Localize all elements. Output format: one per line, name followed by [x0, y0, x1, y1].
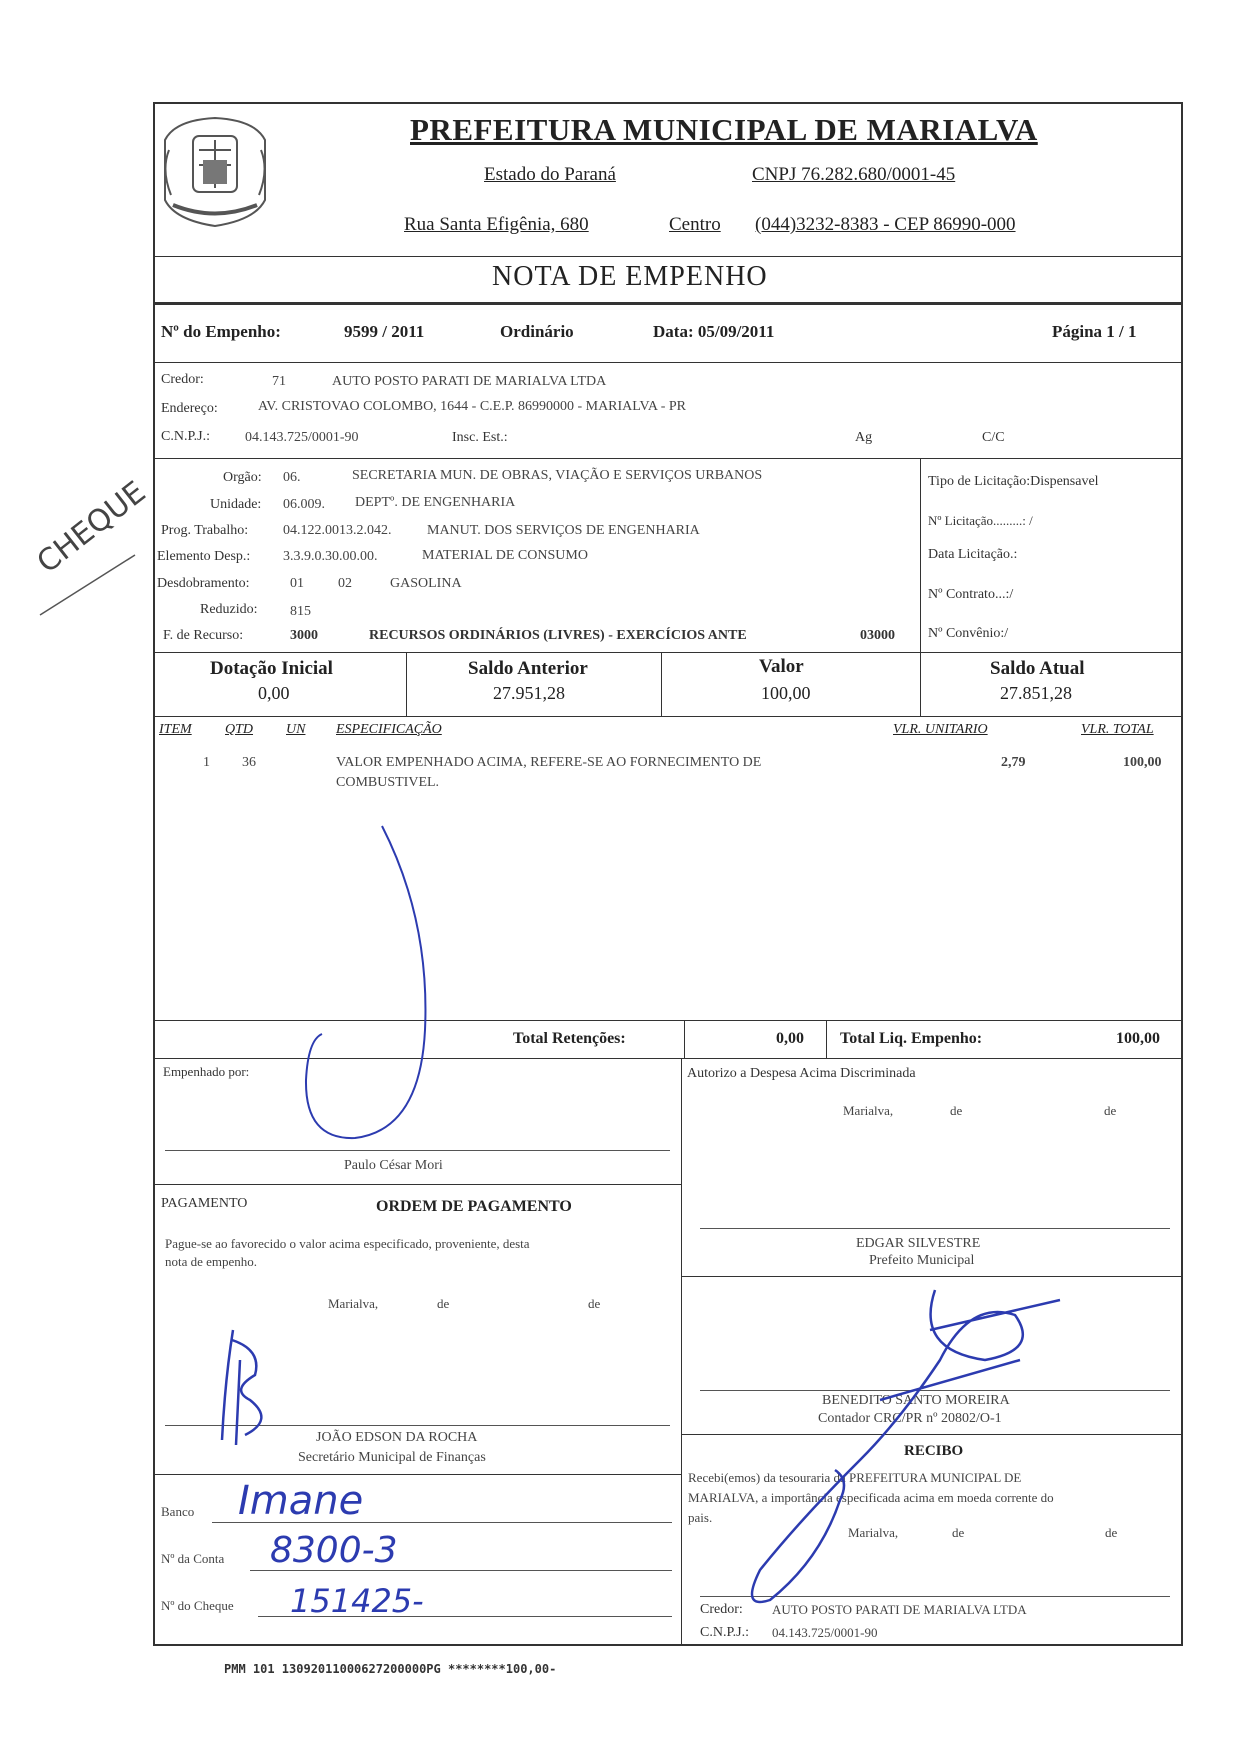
ordem-pagamento-title: ORDEM DE PAGAMENTO: [376, 1198, 572, 1215]
retencoes-value: 0,00: [776, 1030, 804, 1047]
contador-name: BENEDITO SANTO MOREIRA: [822, 1393, 1010, 1408]
cc-label: C/C: [982, 430, 1005, 445]
col-header-unit: VLR. UNITARIO: [893, 722, 988, 737]
desdobramento-a: 01: [290, 576, 304, 591]
valor-label: Valor: [759, 656, 804, 677]
orgao-desc: SECRETARIA MUN. DE OBRAS, VIAÇÃO E SERVIÇOS URBANOS: [352, 468, 763, 483]
header-title: PREFEITURA MUNICIPAL DE MARIALVA: [410, 112, 1038, 147]
recibo-text-2: MARIALVA, a importância especificada acima em moeda corrente do: [688, 1490, 1054, 1505]
pagamento-place: Marialva,: [328, 1296, 379, 1311]
licitacao-data: Data Licitação.:: [928, 547, 1018, 562]
col-header-item: ITEM: [159, 722, 192, 737]
margin-handwritten-note: CHEQUE: [30, 474, 153, 581]
col-header-total: VLR. TOTAL: [1081, 722, 1154, 737]
autorizo-title: Autorizo a Despesa Acima Discriminada: [687, 1066, 916, 1081]
recurso-desc: RECURSOS ORDINÁRIOS (LIVRES) - EXERCÍCIOS ANTE: [369, 628, 747, 643]
header-street: Rua Santa Efigênia, 680: [404, 214, 589, 235]
prefeito-signature: [0, 0, 1, 1]
pagamento-text-1: Pague-se ao favorecido o valor acima especificado, proveniente, desta: [165, 1236, 530, 1251]
desdobramento-b: 02: [338, 576, 352, 591]
row-item: 1: [203, 755, 210, 770]
credor-label: Credor:: [161, 372, 204, 387]
coat-of-arms-logo: [155, 110, 275, 230]
credor-cnpj: 04.143.725/0001-90: [245, 430, 359, 445]
conta-handwritten: 8300-3: [270, 1530, 398, 1571]
row-total: 100,00: [1123, 755, 1162, 770]
licitacao-contrato: Nº Contrato...:/: [928, 587, 1014, 602]
insc-est-label: Insc. Est.:: [452, 430, 508, 445]
contador-role: Contador CRC/PR nº 20802/O-1: [818, 1411, 1002, 1426]
liq-empenho-value: 100,00: [1116, 1030, 1160, 1047]
credor-name: AUTO POSTO PARATI DE MARIALVA LTDA: [332, 374, 607, 389]
unidade-label: Unidade:: [210, 497, 262, 512]
row-espec-1: VALOR EMPENHADO ACIMA, REFERE-SE AO FORNECIMENTO DE: [336, 755, 762, 770]
prefeito-role: Prefeito Municipal: [869, 1253, 975, 1268]
footer-code: PMM 101 13092011000627200000PG ********100,00-: [224, 1662, 557, 1676]
retencoes-label: Total Retenções:: [513, 1030, 626, 1047]
pagamento-signer-role: Secretário Municipal de Finanças: [298, 1450, 486, 1465]
saldo-atual-label: Saldo Atual: [990, 658, 1085, 679]
col-header-qtd: QTD: [225, 722, 254, 737]
empenho-page: Página 1 / 1: [1052, 322, 1137, 341]
cnpj-label: C.N.P.J.:: [161, 429, 211, 444]
prog-label: Prog. Trabalho:: [161, 523, 249, 538]
licitacao-tipo: Tipo de Licitação:Dispensavel: [928, 474, 1099, 489]
saldo-anterior-value: 27.951,28: [493, 683, 565, 703]
recibo-credor: AUTO POSTO PARATI DE MARIALVA LTDA: [772, 1602, 1027, 1617]
credor-code: 71: [272, 374, 286, 389]
dotacao-value: 0,00: [258, 683, 290, 703]
row-unit: 2,79: [1001, 755, 1026, 770]
recibo-text-3: pais.: [688, 1510, 713, 1525]
pagamento-signer-name: JOÃO EDSON DA ROCHA: [316, 1430, 478, 1445]
liq-empenho-label: Total Liq. Empenho:: [840, 1030, 983, 1047]
header-phone-cep: (044)3232-8383 - CEP 86990-000: [755, 214, 1016, 235]
licitacao-numero: Nº Licitação.........: /: [928, 513, 1033, 528]
valor-value: 100,00: [761, 683, 811, 703]
recibo-text-1: Recebi(emos) da tesouraria da PREFEITURA MUNICIPAL DE: [688, 1470, 1022, 1485]
banco-handwritten: Imane: [238, 1478, 364, 1524]
empenhado-name: Paulo César Mori: [344, 1158, 443, 1173]
empenho-number: 9599 / 2011: [344, 322, 425, 341]
document-title: NOTA DE EMPENHO: [492, 261, 768, 292]
pagamento-label: PAGAMENTO: [161, 1196, 248, 1211]
unidade-desc: DEPTº. DE ENGENHARIA: [355, 495, 516, 510]
cheque-handwritten: 151425-: [290, 1582, 424, 1620]
reduzido-value: 815: [290, 604, 311, 619]
col-header-un: UN: [286, 722, 306, 737]
prog-desc: MANUT. DOS SERVIÇOS DE ENGENHARIA: [427, 523, 700, 538]
unidade-value: 06.009.: [283, 497, 325, 512]
header-state: Estado do Paraná: [484, 164, 616, 185]
recurso-value: 3000: [290, 628, 318, 643]
recibo-cnpj-label: C.N.P.J.:: [700, 1625, 750, 1640]
licitacao-convenio: Nº Convênio:/: [928, 626, 1009, 641]
elemento-value: 3.3.9.0.30.00.00.: [283, 549, 378, 564]
row-espec-2: COMBUSTIVEL.: [336, 775, 440, 790]
cheque-label: Nº do Cheque: [161, 1598, 234, 1613]
dotacao-label: Dotação Inicial: [210, 658, 333, 679]
pagamento-text-2: nota de empenho.: [165, 1254, 258, 1269]
empenho-date: Data: 05/09/2011: [653, 322, 775, 341]
recibo-place: Marialva,: [848, 1525, 899, 1540]
recibo-credor-label: Credor:: [700, 1602, 743, 1617]
desdobramento-label: Desdobramento:: [157, 576, 250, 591]
recibo-title: RECIBO: [904, 1443, 964, 1459]
ag-label: Ag: [855, 430, 873, 445]
address-label: Endereço:: [161, 401, 218, 416]
prog-value: 04.122.0013.2.042.: [283, 523, 392, 538]
recibo-de-2: de: [1105, 1525, 1118, 1540]
pagamento-de-2: de: [588, 1296, 601, 1311]
desdobramento-desc: GASOLINA: [390, 576, 462, 591]
row-qtd: 36: [242, 755, 256, 770]
header-district: Centro: [669, 214, 721, 235]
orgao-value: 06.: [283, 470, 301, 485]
saldo-anterior-label: Saldo Anterior: [468, 658, 588, 679]
autorizo-place: Marialva,: [843, 1103, 894, 1118]
banco-label: Banco: [161, 1504, 195, 1519]
recurso-label: F. de Recurso:: [163, 628, 244, 643]
elemento-desc: MATERIAL DE CONSUMO: [422, 548, 588, 563]
elemento-label: Elemento Desp.:: [157, 549, 251, 564]
empenhado-label: Empenhado por:: [163, 1064, 250, 1079]
recibo-de-1: de: [952, 1525, 965, 1540]
recurso-code: 03000: [860, 628, 895, 643]
header-cnpj: CNPJ 76.282.680/0001-45: [752, 164, 956, 185]
orgao-label: Orgão:: [223, 470, 262, 485]
conta-label: Nº da Conta: [161, 1551, 225, 1566]
prefeito-name: EDGAR SILVESTRE: [856, 1236, 981, 1251]
autorizo-de-1: de: [950, 1103, 963, 1118]
pagamento-de-1: de: [437, 1296, 450, 1311]
empenho-label: Nº do Empenho:: [161, 322, 281, 341]
autorizo-de-2: de: [1104, 1103, 1117, 1118]
col-header-espec: ESPECIFICAÇÃO: [336, 722, 442, 737]
empenho-type: Ordinário: [500, 322, 574, 341]
credor-address: AV. CRISTOVAO COLOMBO, 1644 - C.E.P. 86990000 - MARIALVA - PR: [258, 399, 686, 414]
recibo-cnpj: 04.143.725/0001-90: [772, 1625, 878, 1640]
saldo-atual-value: 27.851,28: [1000, 683, 1072, 703]
reduzido-label: Reduzido:: [200, 602, 258, 617]
